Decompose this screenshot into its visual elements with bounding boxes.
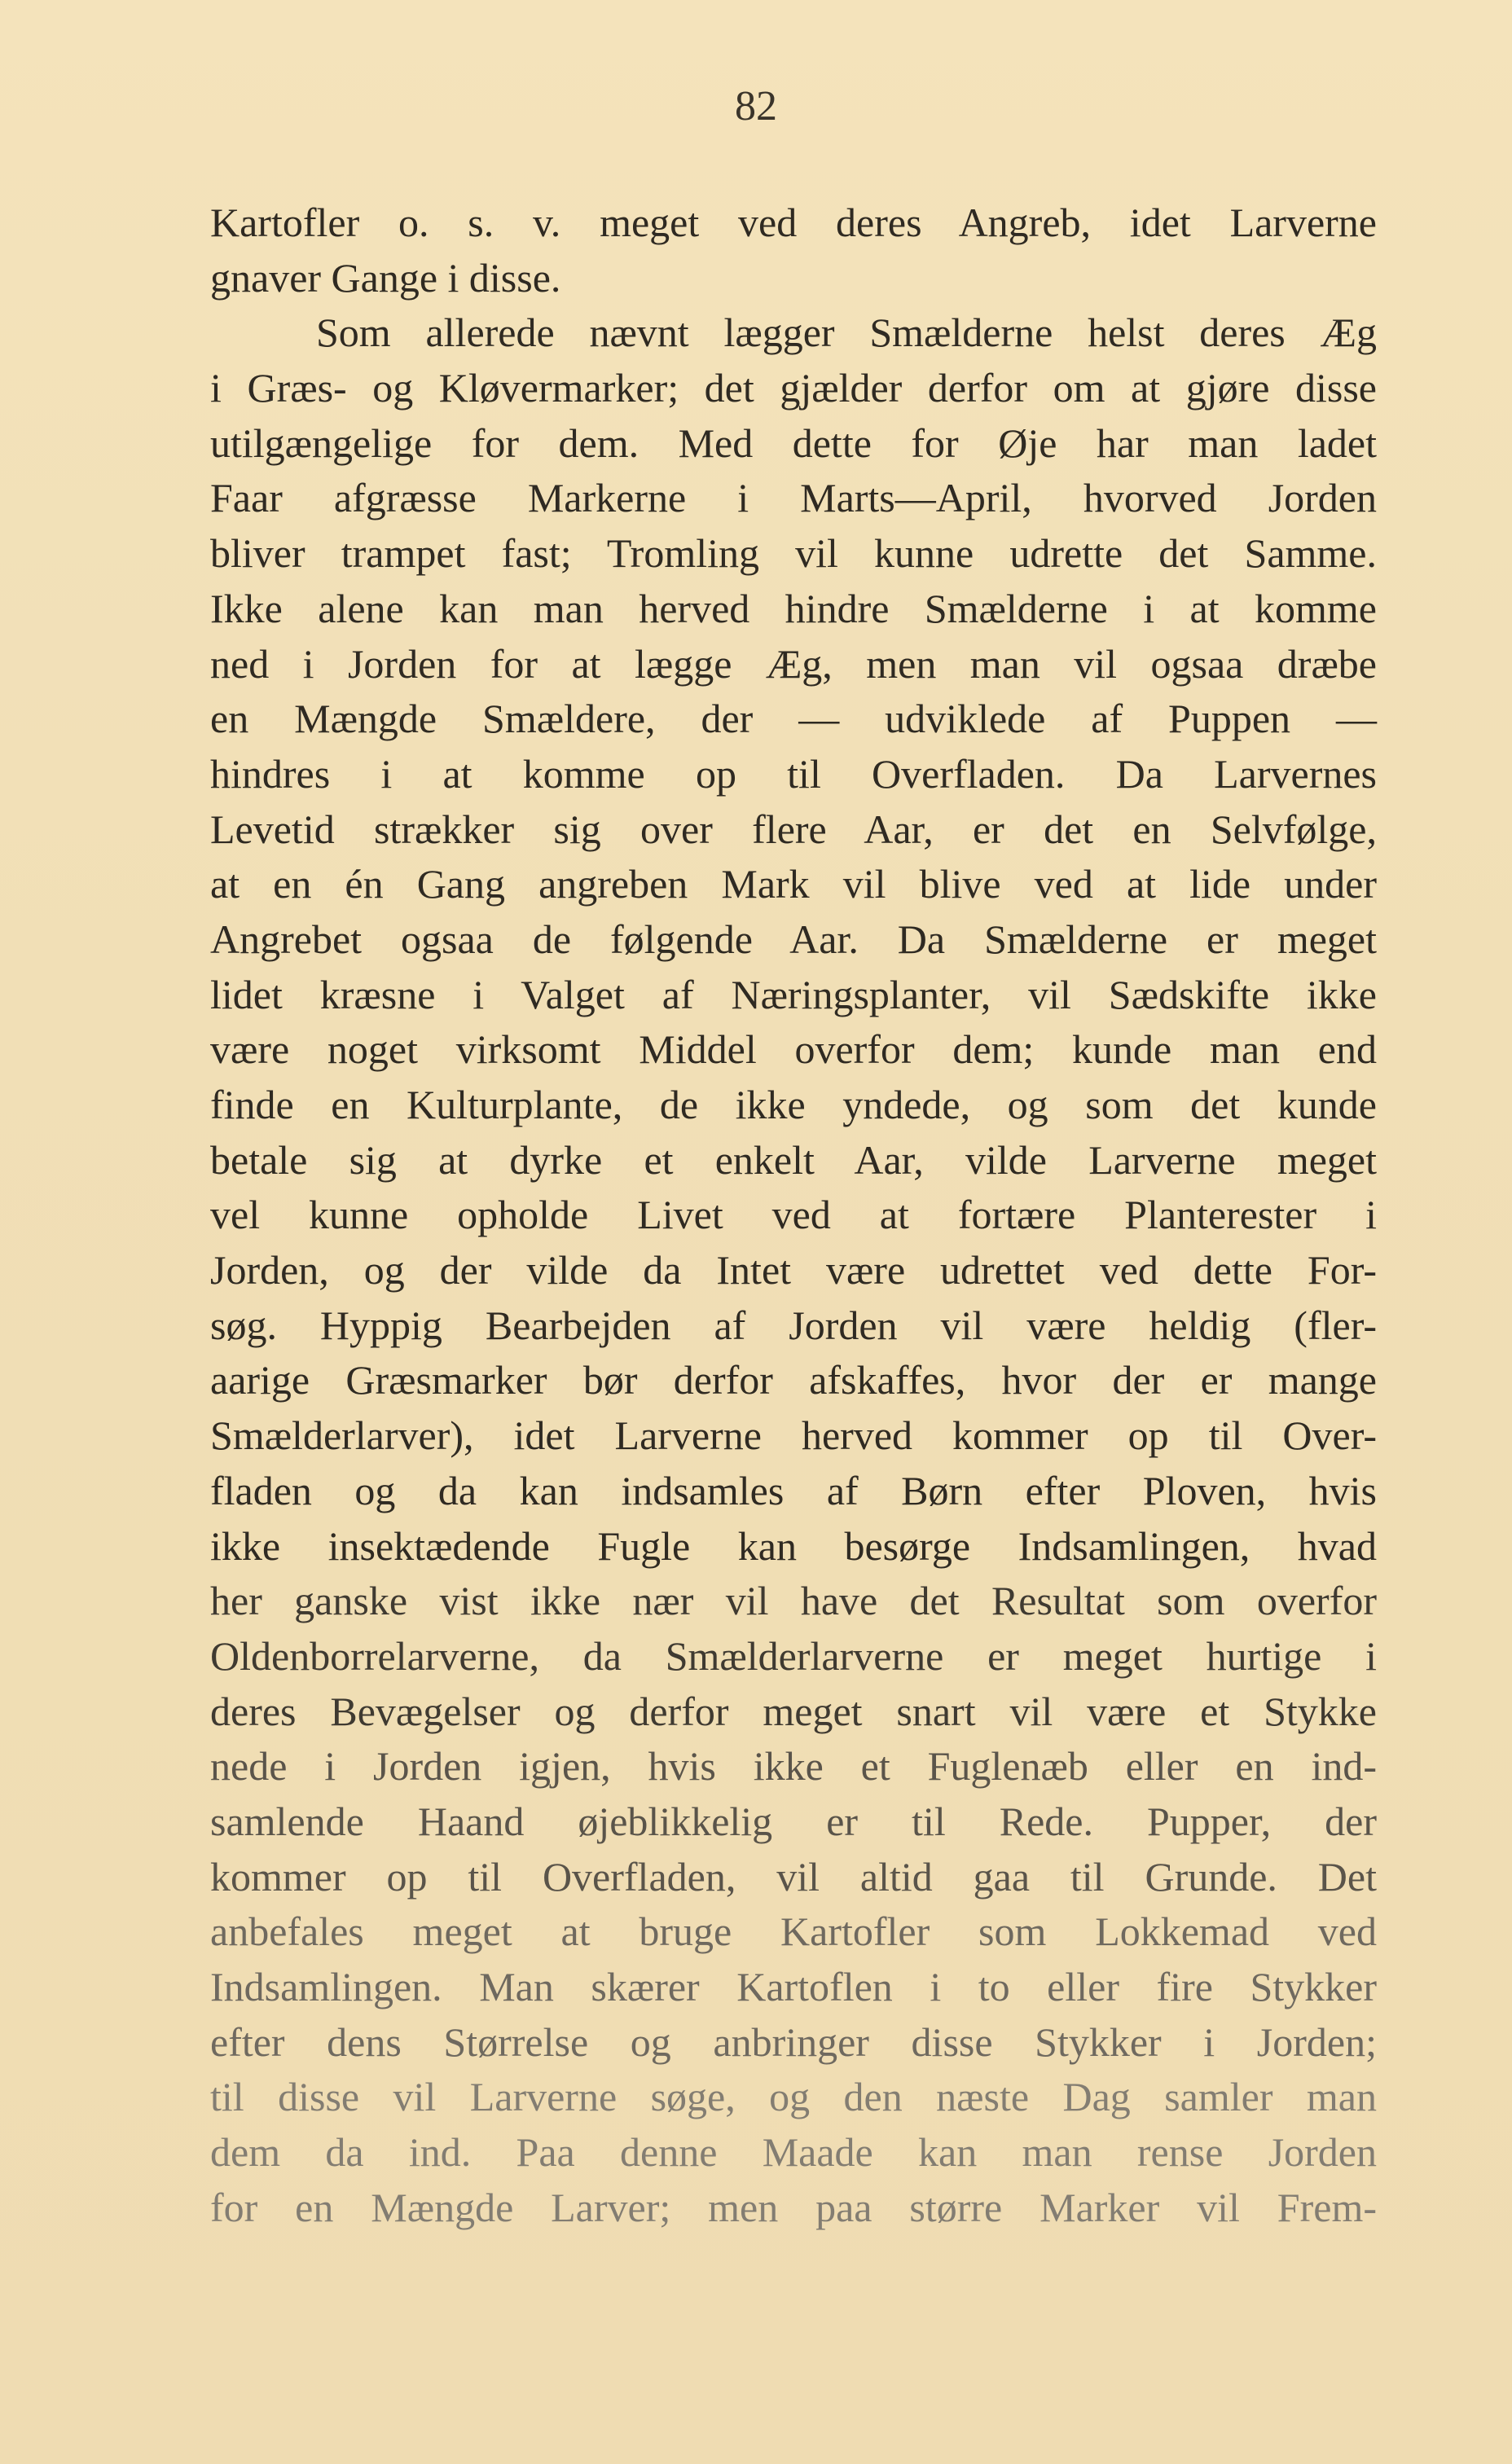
text-line: samlende Haand øjeblikkelig er til Rede. Pupper, der <box>210 1798 1377 1844</box>
text-line: Oldenborrelarverne, da Smælderlarverne er meget hurtige i <box>210 1632 1377 1679</box>
text-line: Ikke alene kan man herved hindre Smælderne i at komme <box>210 585 1377 631</box>
text-line: Kartofler o. s. v. meget ved deres Angreb, idet Larverne <box>210 200 1377 245</box>
text-line: Levetid strækker sig over flere Aar, er det en Selvfølge, <box>210 806 1377 852</box>
text-line: hindres i at komme op til Overfladen. Da Larvernes <box>210 750 1377 797</box>
text-line: i Græs- og Kløvermarker; det gjælder derfor om at gjøre disse <box>210 365 1377 411</box>
text-line: efter dens Størrelse og anbringer disse Stykker i Jorden; <box>210 2018 1377 2065</box>
text-line: gnaver Gange i disse. <box>210 254 561 301</box>
text-line: for en Mængde Larver; men paa større Marker vil Frem- <box>210 2184 1377 2230</box>
text-line: Smælderlarver), idet Larverne herved kommer op til Over- <box>210 1412 1377 1459</box>
text-line: aarige Græsmarker bør derfor afskaffes, hvor der er mange <box>210 1357 1377 1403</box>
page-number: 82 <box>735 83 777 130</box>
text-line: til disse vil Larverne søge, og den næste Dag samler man <box>210 2074 1377 2120</box>
text-line: anbefales meget at bruge Kartofler som Lokkemad ved <box>210 1908 1377 1955</box>
text-line: betale sig at dyrke et enkelt Aar, vilde Larverne meget <box>210 1136 1377 1183</box>
text-line: at en én Gang angreben Mark vil blive ved at lide under <box>210 861 1377 907</box>
text-line: nede i Jorden igjen, hvis ikke et Fuglenæb eller en ind- <box>210 1743 1377 1790</box>
text-line: være noget virksomt Middel overfor dem; kunde man end <box>210 1026 1377 1073</box>
text-line: Jorden, og der vilde da Intet være udrettet ved dette For- <box>210 1247 1377 1293</box>
body-text <box>210 195 1377 2235</box>
text-line: kommer op til Overfladen, vil altid gaa til Grunde. Det <box>210 1853 1377 1900</box>
text-line: fladen og da kan indsamles af Børn efter Ploven, hvis <box>210 1467 1377 1513</box>
text-line: utilgængelige for dem. Med dette for Øje har man ladet <box>210 419 1377 466</box>
text-line: dem da ind. Paa denne Maade kan man rense Jorden <box>210 2129 1377 2176</box>
text-line: vel kunne opholde Livet ved at fortære Planterester i <box>210 1192 1377 1238</box>
text-line: ikke insektædende Fugle kan besørge Indsamlingen, hvad <box>210 1522 1377 1569</box>
text-line: finde en Kulturplante, de ikke yndede, og som det kunde <box>210 1082 1377 1127</box>
text-line: deres Bevægelser og derfor meget snart vil være et Stykke <box>210 1688 1377 1734</box>
text-line: her ganske vist ikke nær vil have det Resultat som overfor <box>210 1578 1377 1624</box>
text-line: Indsamlingen. Man skærer Kartoflen i to eller fire Stykker <box>210 1964 1377 2009</box>
text-line: lidet kræsne i Valget af Næringsplanter, vil Sædskifte ikke <box>210 971 1377 1017</box>
text-line: en Mængde Smældere, der — udviklede af Puppen — <box>210 696 1377 742</box>
text-line: Faar afgræsse Markerne i Marts—April, hvorved Jorden <box>210 475 1377 521</box>
text-line: søg. Hyppig Bearbejden af Jorden vil være heldig (fler- <box>210 1302 1377 1348</box>
text-line: ned i Jorden for at lægge Æg, men man vil ogsaa dræbe <box>210 640 1377 687</box>
paragraph-start-line: Som allerede nævnt lægger Smælderne helst deres Æg <box>316 310 1377 356</box>
text-line: Angrebet ogsaa de følgende Aar. Da Smælderne er meget <box>210 916 1377 962</box>
text-line: bliver trampet fast; Tromling vil kunne udrette det Samme. <box>210 530 1377 577</box>
